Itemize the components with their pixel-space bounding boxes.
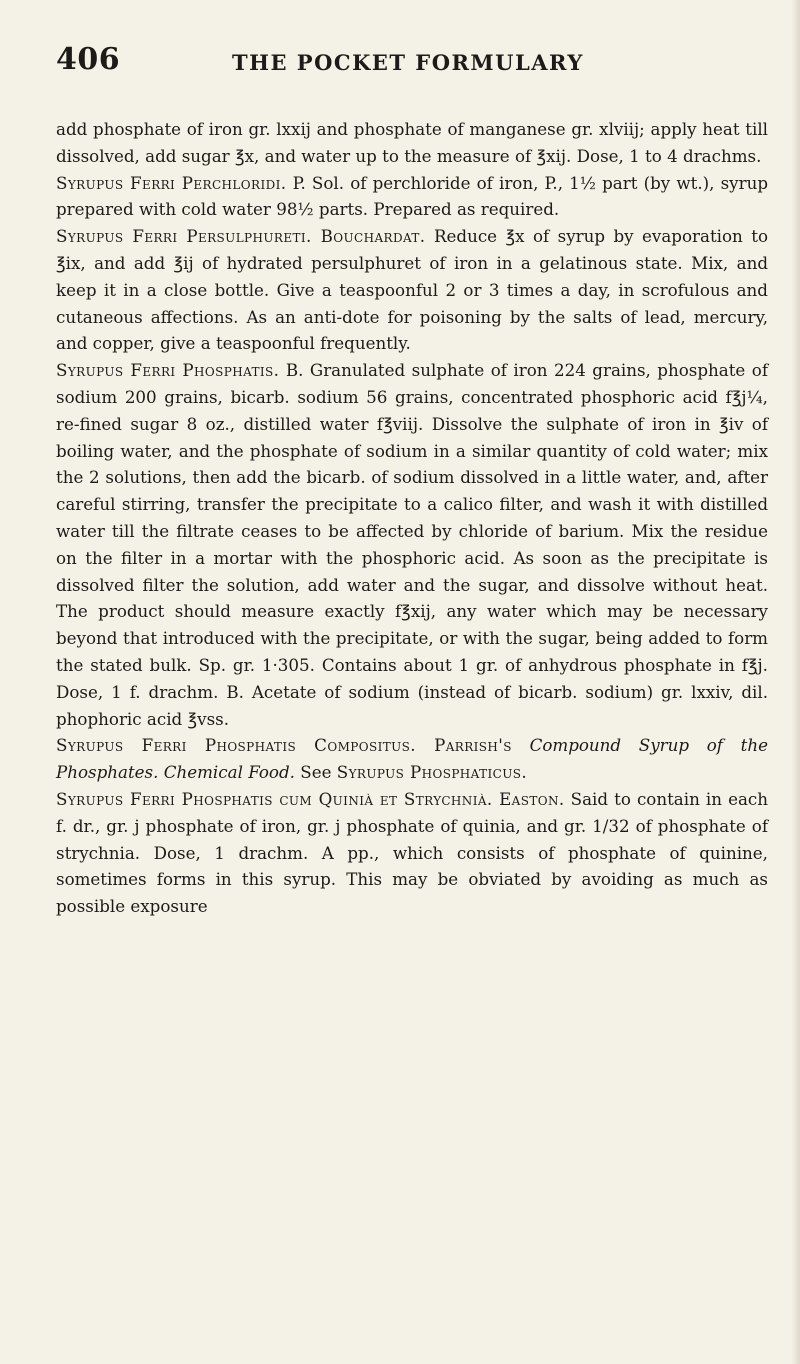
page-edge-shadow — [792, 0, 800, 1364]
entry-heading: Syrupus Ferri Phosphatis. — [56, 360, 280, 381]
entry-heading: Syrupus Ferri Phosphatis Compositus. Parrish's — [56, 735, 512, 756]
entry-text: Said to contain in each f. dr., gr. j phosphate of iron, gr. j phosphate of quinia, and gr. 1/32 of phosphate of strychnia. Dose, 1 drachm. A pp., which consists of phosphate of quinine, sometimes forms in this syrup. This may be obviated by avoiding as much as possible exposure — [56, 788, 768, 917]
entry-text: P. Sol. of perchloride of iron, P., 1½ part (by wt.), syrup prepared with cold water 98½ parts. Prepared as required. — [56, 172, 769, 220]
entry-italic-title: Compound Syrup of the Phosphates. Chemical Food. — [56, 735, 768, 783]
entry-syrupus-ferri-phosphatis — [56, 357, 768, 732]
page-number: 406 — [56, 42, 121, 77]
entry-syrupus-ferri-persulphureti — [56, 223, 768, 357]
entry-heading: Syrupus Ferri Perchloridi. — [56, 172, 287, 193]
page-body — [56, 116, 768, 920]
entry-heading: Syrupus Ferri Phosphatis cum Quinià et Strychnià. Easton. — [56, 788, 565, 809]
continued-paragraph — [56, 116, 768, 170]
entry-syrupus-ferri-phosphatis-cum-quinia — [56, 786, 768, 920]
entry-syrupus-ferri-phosphatis-compositus — [56, 732, 768, 786]
page-header — [56, 42, 756, 92]
entry-heading: Syrupus Ferri Persulphureti. Bouchardat. — [56, 226, 426, 247]
running-title: THE POCKET FORMULARY — [232, 50, 584, 75]
cross-reference: Syrupus Phosphaticus. — [336, 762, 528, 783]
entry-text: See — [294, 762, 337, 783]
paragraph-text: add phosphate of iron gr. lxxij and phosphate of manganese gr. xlviij; apply heat till dissolved, add sugar ℥x, and water up to the measure of ℥xij. Dose, 1 to 4 drachms. — [56, 119, 768, 166]
entry-text: B. Granulated sulphate of iron 224 grains, phosphate of sodium 200 grains, bicarb. sodium 56 grains, concentrated phosphoric acid f℥j¼, re-fined sugar 8 oz., distilled water f℥viij. Dissolve the sulphate of iron in ℥iv of boiling water, and the phosphate of sodium in a similar quantity of cold water; mix the 2 solutions, then add the bicarb. of sodium dissolved in a little water, and, after careful stirring, transfer the precipitate to a calico filter, and wash it with distilled water till the filtrate ceases to be affected by chloride of barium. Mix the residue on the filter in a mortar with the phosphoric acid. As soon as the precipitate is dissolved filter the solution, add water and the sugar, and dissolve without heat. The product should measure exactly f℥xij, any water which may be necessary beyond that introduced with the precipitate, or with the sugar, being added to form the stated bulk. Sp. gr. 1·305. Contains about 1 gr. of anhydrous phosphate in f℥j. Dose, 1 f. drachm. B. Acetate of sodium (instead of bicarb. sodium) gr. lxxiv, dil. phophoric acid ℥vss. — [56, 360, 769, 729]
entry-syrupus-ferri-perchloridi — [56, 170, 768, 224]
entry-text: Reduce ℥x of syrup by evaporation to ℥ix, and add ℥ij of hydrated persulphuret of iron in a gelatinous state. Mix, and keep it in a close bottle. Give a teaspoonful 2 or 3 times a day, in scrofulous and cutaneous affections. As an anti-dote for poisoning by the salts of lead, mercury, and copper, give a teaspoonful frequently. — [56, 226, 768, 354]
